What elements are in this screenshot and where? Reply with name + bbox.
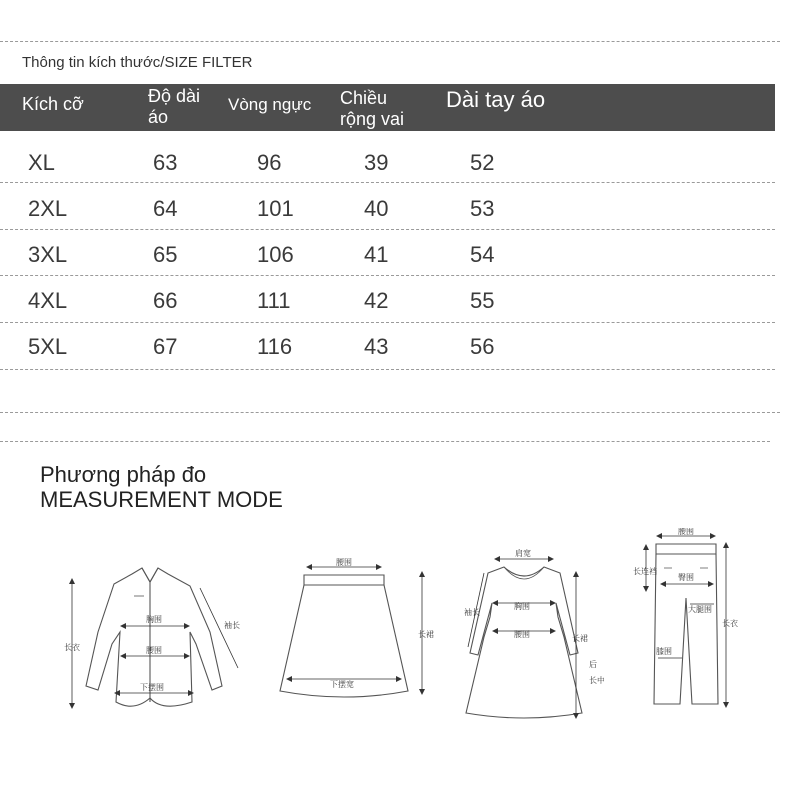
chest-cell: 96 <box>257 150 282 175</box>
length-cell: 65 <box>153 242 178 267</box>
length-cell: 67 <box>153 334 178 359</box>
length-cell: 64 <box>153 196 178 221</box>
skirt-length-label: 长裙 <box>418 630 434 639</box>
pants-hip-label: 臀围 <box>678 573 694 582</box>
size-cell: 4XL <box>28 288 68 313</box>
row-divider <box>0 369 775 370</box>
table-row <box>0 138 775 184</box>
shoulder-cell: 42 <box>364 288 389 313</box>
shirt-sleeve-label: 袖长 <box>224 621 240 630</box>
row-divider <box>0 182 775 183</box>
skirt-waist-label: 腰围 <box>336 558 352 567</box>
header-sleeve: Dài tay áo <box>446 87 546 112</box>
pants-thigh-label: 大腿围 <box>688 605 712 614</box>
dress-center-length-label: 长中 <box>589 676 604 685</box>
pants-waist-label: 腰围 <box>678 528 694 536</box>
chest-cell: 106 <box>257 242 294 267</box>
shoulder-cell: 39 <box>364 150 389 175</box>
skirt-hem-label: 下摆宽 <box>330 680 354 689</box>
table-end-divider <box>0 412 780 413</box>
shoulder-cell: 40 <box>364 196 389 221</box>
dress-length-label: 长裙 <box>572 634 588 643</box>
dress-chest-label: 胸围 <box>514 602 530 611</box>
dress-waist-label: 腰围 <box>514 630 530 639</box>
shoulder-cell: 41 <box>364 242 389 267</box>
shirt-illustration <box>62 560 252 725</box>
size-table-header <box>0 84 775 131</box>
dress-shoulder-label: 肩宽 <box>515 549 531 558</box>
shirt-hem-label: 下摆围 <box>140 683 164 692</box>
skirt-diagram <box>268 555 436 705</box>
pants-illustration <box>624 528 746 718</box>
shirt-length-label: 长衣 <box>64 643 80 652</box>
chest-cell: 101 <box>257 196 294 221</box>
measurement-title-vi: Phương pháp đo <box>40 462 207 487</box>
sleeve-cell: 55 <box>470 288 495 313</box>
sleeve-cell: 53 <box>470 196 495 221</box>
header-chest: Vòng ngực <box>228 95 312 114</box>
chest-cell: 116 <box>257 334 293 359</box>
pants-rise-label: 长连裆 <box>633 567 657 576</box>
pants-length-label: 长衣 <box>722 619 738 628</box>
shirt-diagram <box>62 560 252 725</box>
header-length-line1: Độ dài <box>148 86 201 106</box>
sleeve-cell: 54 <box>470 242 495 267</box>
length-cell: 63 <box>153 150 178 175</box>
header-size: Kích cỡ <box>22 94 84 114</box>
measurement-heading <box>40 462 283 512</box>
pants-diagram <box>624 528 746 718</box>
dress-sleeve-label: 袖长 <box>464 608 480 617</box>
size-cell: 2XL <box>28 196 68 221</box>
shoulder-cell: 43 <box>364 334 389 359</box>
sleeve-cell: 52 <box>470 150 495 175</box>
chest-cell: 111 <box>257 288 291 313</box>
header-shoulder-line1: Chiều <box>340 88 388 108</box>
size-cell: 3XL <box>28 242 68 267</box>
measurement-title-en: MEASUREMENT MODE <box>40 487 283 512</box>
skirt-illustration <box>268 555 436 705</box>
shirt-waist-label: 腰围 <box>146 646 162 655</box>
dress-back-length-label: 后 <box>589 660 597 669</box>
length-cell: 66 <box>153 288 178 313</box>
table-row <box>0 276 775 322</box>
size-cell: XL <box>28 150 55 175</box>
dress-illustration <box>456 545 604 720</box>
shirt-chest-label: 胸围 <box>146 615 162 624</box>
section-divider <box>0 441 770 442</box>
table-row <box>0 230 775 276</box>
top-divider <box>0 41 780 42</box>
dress-diagram <box>456 545 604 720</box>
header-length-line2: áo <box>148 107 169 127</box>
size-cell: 5XL <box>28 334 68 359</box>
pants-knee-label: 膝围 <box>656 647 672 656</box>
header-shoulder-line2: rộng vai <box>340 109 405 129</box>
sleeve-cell: 56 <box>470 334 495 359</box>
size-table-title: Thông tin kích thước/SIZE FILTER <box>22 54 253 71</box>
table-row <box>0 184 775 230</box>
table-row <box>0 322 775 368</box>
